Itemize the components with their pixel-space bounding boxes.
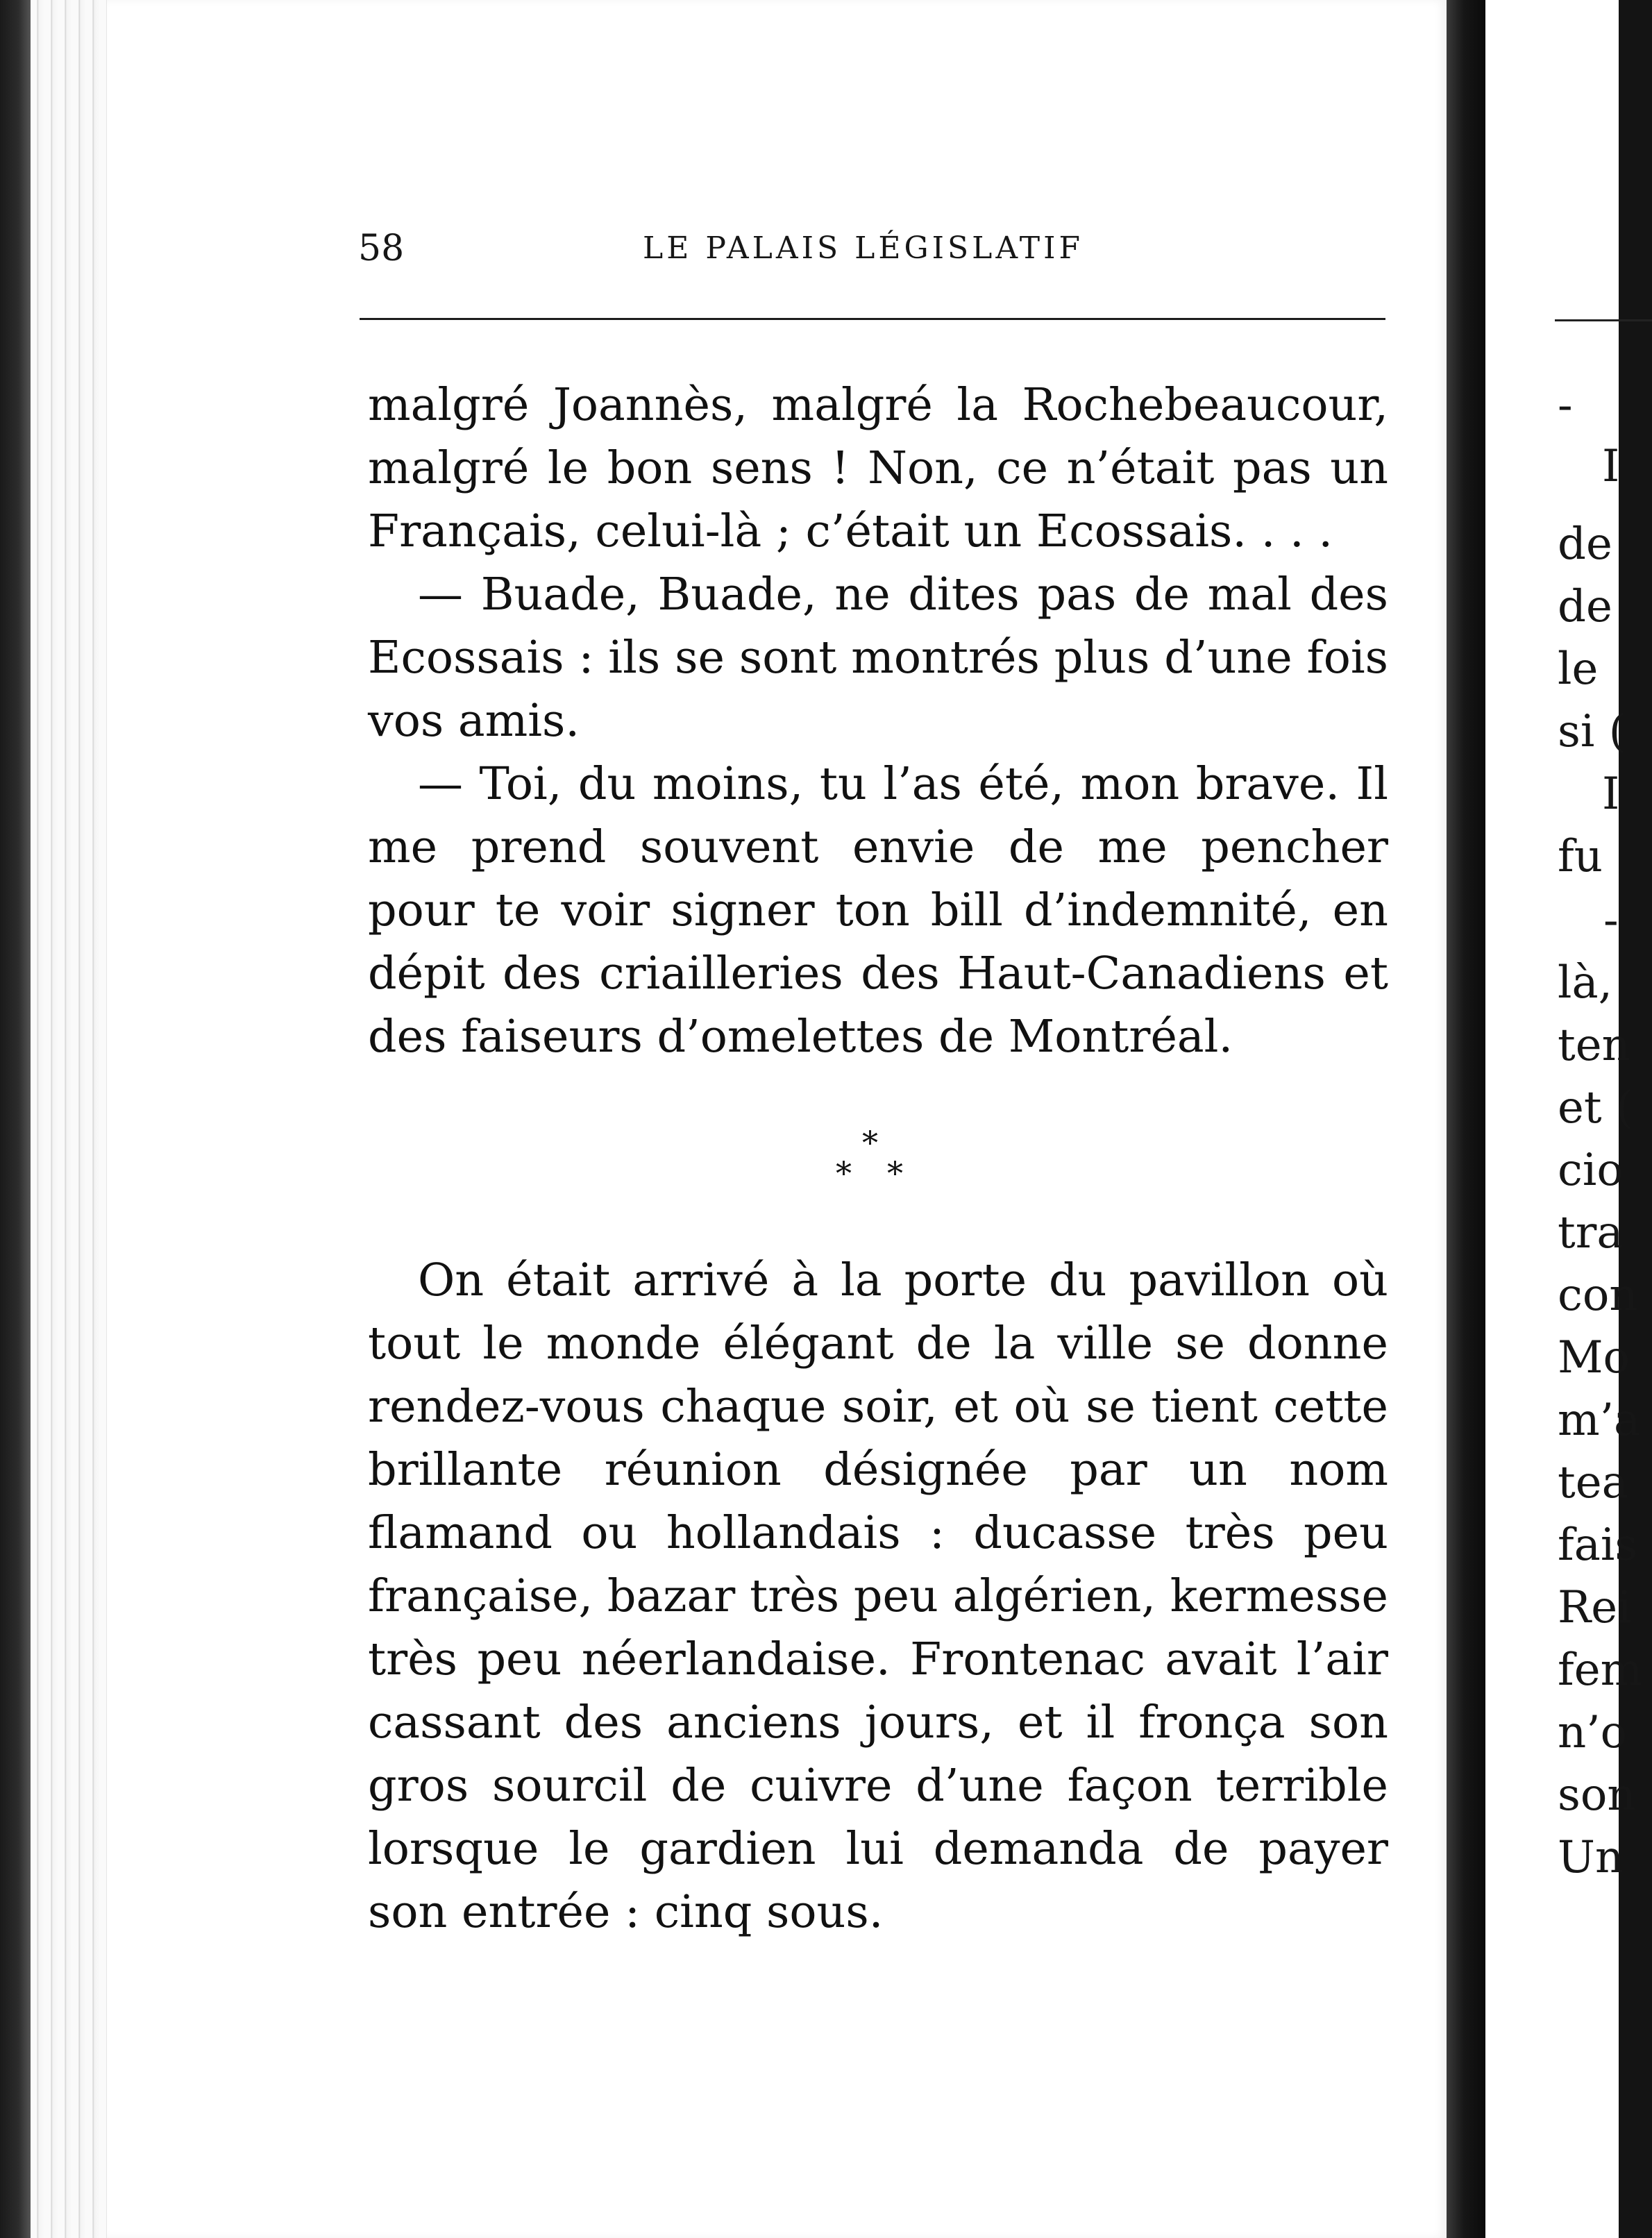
facing-fragment: si ( (1558, 706, 1626, 757)
facing-fragment: de (1558, 519, 1612, 570)
book-gutter (1447, 0, 1485, 2238)
facing-fragment: Un (1558, 1832, 1624, 1883)
paragraph-4: On était arrivé à la porte du pavillon où tout le monde élégant de la ville se donne rendez-vous chaque soir, et où se tient cette brillante réunion désignée par un nom flamand ou hollandais : ducasse très peu française, bazar très peu algérien, kermesse très peu néerlandaise. Frontenac avait l’air cassant des anciens jours, et il fronça son gros sourcil de cuivre d’une façon terrible lorsque le gardien lui demanda de payer son entrée : cinq sous. (368, 1254, 1388, 1938)
facing-fragment: Rei (1558, 1582, 1632, 1633)
facing-fragment: tea (1558, 1457, 1628, 1508)
page-stack-edges (31, 0, 107, 2238)
facing-fragment: m’a (1558, 1395, 1641, 1446)
facing-fragment: I (1602, 441, 1620, 492)
facing-fragment: ten (1558, 1020, 1630, 1071)
facing-page (1485, 0, 1643, 2238)
facing-fragment: là, (1558, 957, 1612, 1009)
text-body (368, 373, 1388, 1944)
facing-fragment: - (1558, 380, 1573, 431)
facing-fragment: fu (1558, 831, 1603, 882)
book-edge-shadow (0, 0, 31, 2238)
asterism-star-top: * (862, 1124, 878, 1161)
paragraph-3: — Toi, du moins, tu l’as été, mon brave. Il me prend souvent envie de me pencher pour te voir signer ton bill d’indemnité, en dépit des criailleries des Haut-Canadiens et des faiseurs d’omelettes de Montréal. (368, 758, 1388, 1063)
facing-fragment: cio (1558, 1145, 1624, 1196)
facing-fragment: et ( (1558, 1082, 1633, 1134)
asterism (368, 1068, 1388, 1249)
facing-fragment: con (1558, 1270, 1638, 1321)
header-rule (360, 318, 1385, 320)
paragraph-1: malgré Joannès, malgré la Rochebeaucour, malgré le bon sens ! Non, ce n’était pas un Français, celui-là ; c’était un Ecossais. . . . (368, 379, 1388, 557)
asterism-star-right: * (887, 1154, 903, 1192)
facing-fragment: de (1558, 581, 1612, 632)
facing-fragment: - (1603, 895, 1619, 946)
asterism-star-left: * (836, 1154, 852, 1192)
facing-fragment: I (1602, 768, 1620, 820)
facing-fragment: fem (1558, 1644, 1643, 1696)
facing-fragment: fais (1558, 1520, 1638, 1571)
paragraph-2: — Buade, Buade, ne dites pas de mal des Ecossais : ils se sont montrés plus d’une fois vos amis. (368, 569, 1388, 747)
facing-fragment: Mo (1558, 1332, 1630, 1383)
facing-fragment: le (1558, 643, 1599, 695)
facing-fragment: n’o (1558, 1707, 1628, 1758)
running-title: LE PALAIS LÉGISLATIF (643, 230, 1084, 266)
running-head (358, 221, 1385, 276)
facing-fragment: son (1558, 1769, 1636, 1821)
facing-fragment: tra (1558, 1207, 1624, 1259)
facing-header-rule (1555, 319, 1652, 321)
page-number: 58 (358, 228, 405, 269)
